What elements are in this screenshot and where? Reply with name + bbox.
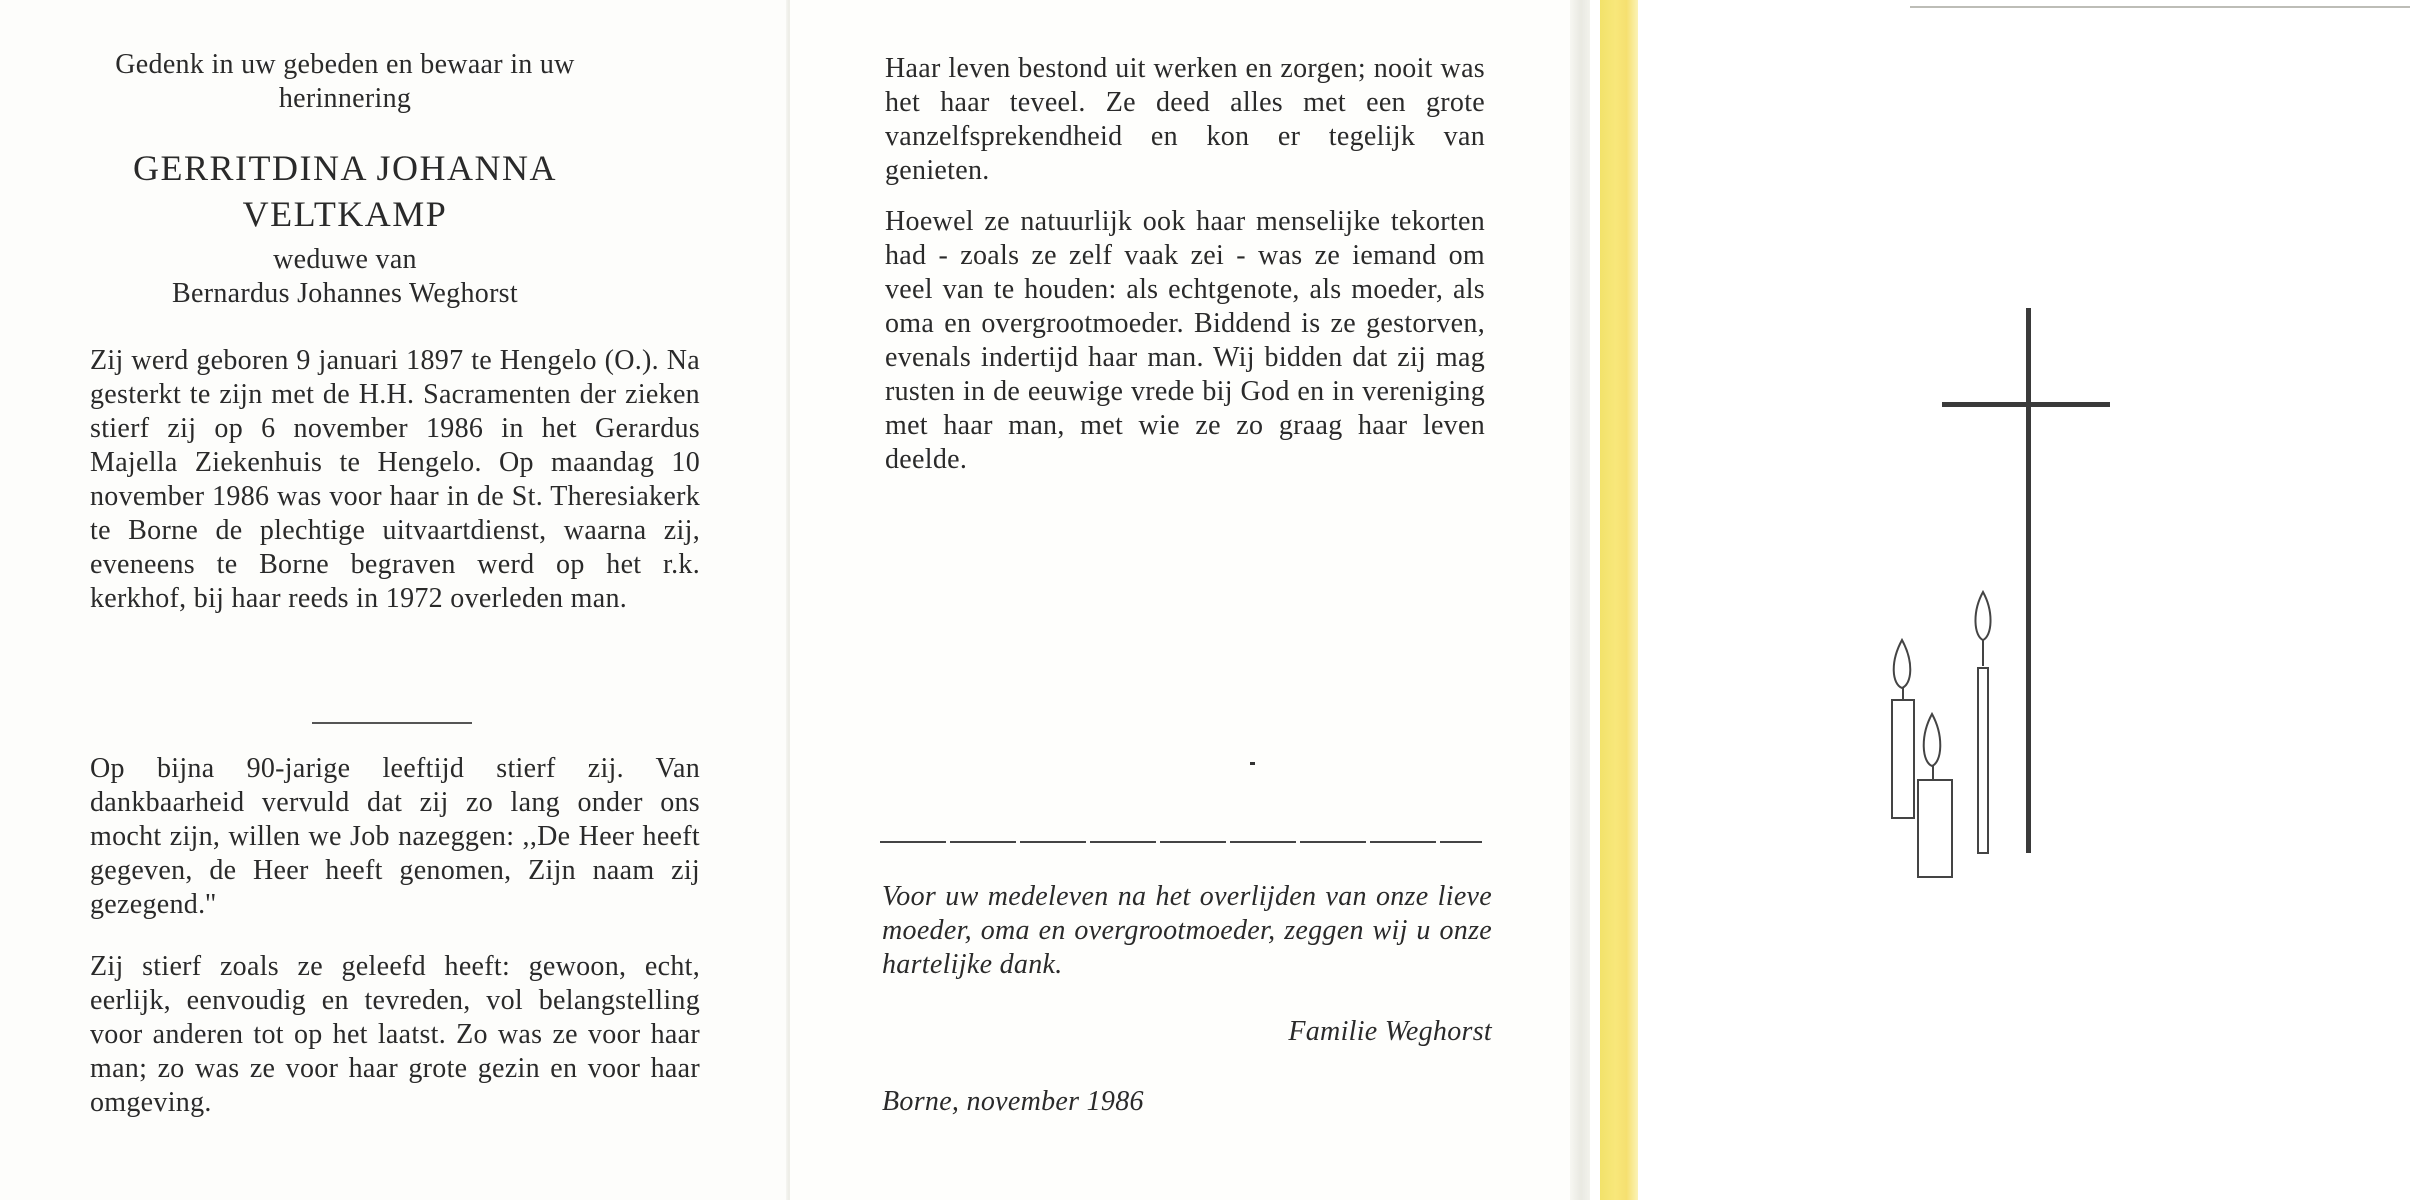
cross-vertical: [2026, 308, 2031, 853]
top-edge-line: [1910, 6, 2410, 8]
character-paragraph: Zij stierf zoals ze geleefd heeft: gewoon, echt, eerlijk, eenvoudig en tevreden, vol belangstelling voor anderen tot op het laatst. Zo was ze voor haar man; zo was ze voor haar grote gezin en voor haar omgeving.: [90, 951, 700, 1118]
cross-and-candles-icon: [1860, 300, 2130, 900]
candle-short-icon: [1918, 714, 1952, 877]
biography-paragraph: Zij werd geboren 9 januari 1897 te Hengelo (O.). Na gesterkt te zijn met de H.H. Sacramenten der zieken stierf zij op 6 november 1986 in het Gerardus Majella Ziekenhuis te Hengelo. Op maandag 10 november 1986 was voor haar in de St. Theresiakerk te Borne de plechtige uitvaartdienst, waarna zij, eveneens te Borne begraven werd op het r.k. kerkhof, bij haar reeds in 1972 overleden man.: [90, 345, 700, 614]
family-signature: Familie Weghorst: [1288, 1016, 1492, 1047]
cross-horizontal: [1942, 402, 2110, 407]
yellow-edge-strip: [1600, 0, 1638, 1200]
widow-of-label: weduwe van: [273, 244, 417, 275]
candle-left-icon: [1892, 640, 1914, 818]
place-date: Borne, november 1986: [882, 1086, 1144, 1117]
prayer-paragraph: Hoewel ze natuurlijk ook haar menselijke tekorten had - zoals ze zelf vaak zei - was ze iemand om veel van te houden: als echtgenote, als moeder, als oma en overgrootmoeder. Biddend is ze gestorven, evenals indertijd haar man. Wij bidden dat zij mag rusten in de eeuwige vrede bij God en in vereniging met haar man, met wie ze zo graag haar leven deelde.: [885, 206, 1485, 475]
thanks-divider: [880, 841, 1482, 843]
middle-panel: [790, 0, 1590, 1200]
thanks-paragraph: Voor uw medeleven na het overlijden van onze lieve moeder, oma en overgrootmoeder, zeggen wij u onze hartelijke dank.: [882, 881, 1492, 980]
speck: [1250, 762, 1255, 765]
left-panel: [0, 0, 790, 1200]
section-divider: [312, 722, 472, 724]
deceased-name: GERRITDINA JOHANNA VELTKAMP: [133, 148, 557, 234]
card-fold-right: [1570, 0, 1592, 1200]
husband-name: Bernardus Johannes Weghorst: [172, 278, 518, 309]
prayer-header: Gedenk in uw gebeden en bewaar in uw herinnering: [115, 49, 575, 114]
life-work-paragraph: Haar leven bestond uit werken en zorgen; nooit was het haar teveel. Ze deed alles met een grote vanzelfsprekendheid en kon er tegelijk van genieten.: [885, 53, 1485, 186]
candle-tall-icon: [1975, 592, 1990, 853]
job-quote-paragraph: Op bijna 90-jarige leeftijd stierf zij. Van dankbaarheid vervuld dat zij zo lang onder ons mocht zijn, willen we Job nazeggen: ,,De Heer heeft gegeven, de Heer heeft genomen, Zijn naam zij gezegend.'': [90, 753, 700, 920]
widow-of-block: [95, 243, 595, 311]
